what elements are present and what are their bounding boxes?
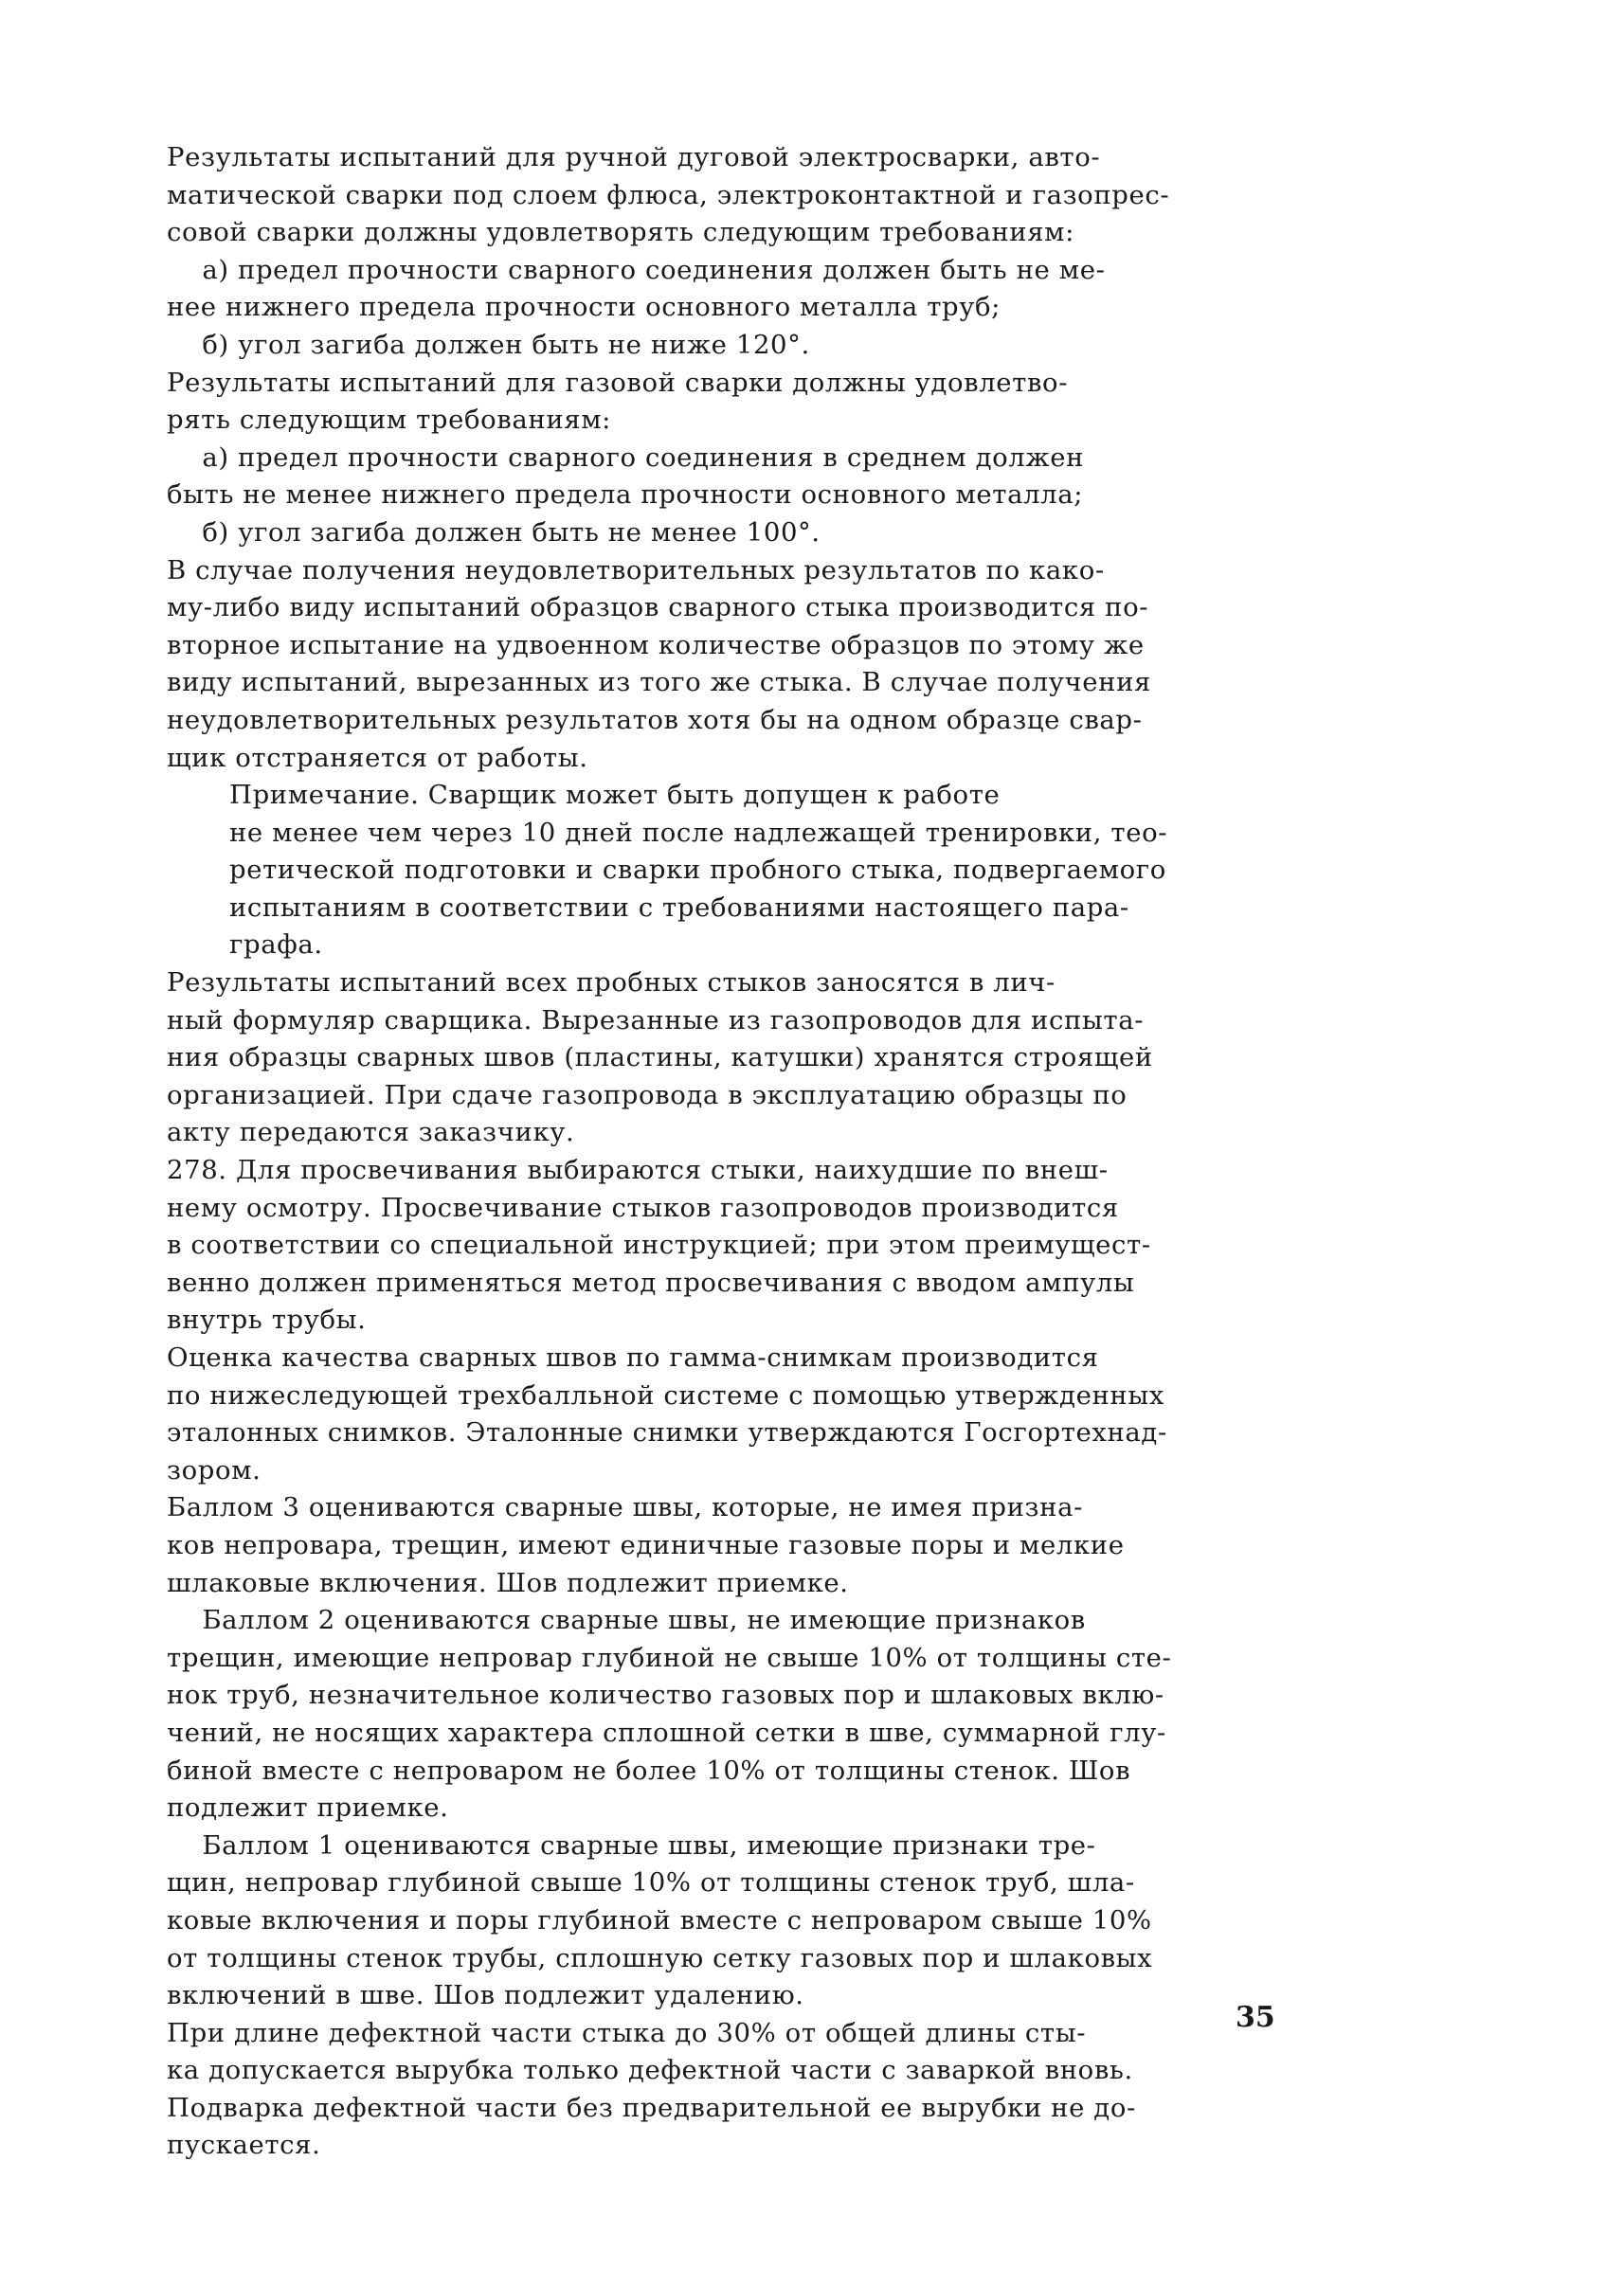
text-line: Результаты испытаний для газовой сварки должны удовлетво- bbox=[167, 367, 1069, 398]
text-line: Баллом 3 оцениваются сварные швы, которые, не имея призна- bbox=[167, 1492, 1083, 1523]
text-line: щик отстраняется от работы. bbox=[167, 742, 588, 773]
text-line: При длине дефектной части стыка до 30% от общей длины сты- bbox=[167, 2017, 1087, 2048]
text-line: акту передаются заказчику. bbox=[167, 1117, 575, 1148]
text-line: а) предел прочности сварного соединения должен быть не ме- bbox=[167, 254, 1106, 285]
text-line: шлаковые включения. Шов подлежит приемке. bbox=[167, 1567, 849, 1598]
text-line: от толщины стенок трубы, сплошную сетку газовых пор и шлаковых bbox=[167, 1942, 1153, 1973]
text-line: зором. bbox=[167, 1454, 262, 1486]
body-text bbox=[167, 139, 1266, 2165]
text-line: б) угол загиба должен быть не менее 100°. bbox=[167, 516, 821, 548]
text-line: ков непровара, трещин, имеют единичные газовые поры и мелкие bbox=[167, 1529, 1125, 1560]
text-line: матической сварки под слоем флюса, электроконтактной и газопрес- bbox=[167, 179, 1170, 210]
text-line: нему осмотру. Просвечивание стыков газопроводов производится bbox=[167, 1192, 1119, 1223]
text-line: трещин, имеющие непровар глубиной не свыше 10% от толщины сте- bbox=[167, 1642, 1172, 1673]
text-line: подлежит приемке. bbox=[167, 1792, 449, 1824]
text-line: Оценка качества сварных швов по гамма-снимкам производится bbox=[167, 1342, 1099, 1373]
text-line: внутрь трубы. bbox=[167, 1305, 367, 1336]
note-line: испытаниям в соответствии с требованиями настоящего пара- bbox=[229, 891, 1129, 923]
text-line: чений, не носящих характера сплошной сетки в шве, суммарной глу- bbox=[167, 1717, 1166, 1748]
note-line: не менее чем через 10 дней после надлежащей тренировки, тео- bbox=[229, 817, 1168, 848]
text-line: биной вместе с непроваром не более 10% от толщины стенок. Шов bbox=[167, 1755, 1131, 1786]
text-line: венно должен применяться метод просвечивания с вводом ампулы bbox=[167, 1267, 1135, 1298]
note-line: Примечание. Сварщик может быть допущен к работе bbox=[229, 780, 1001, 811]
text-line: пускается. bbox=[167, 2130, 321, 2161]
text-line: ный формуляр сварщика. Вырезанные из газопроводов для испыта- bbox=[167, 1004, 1145, 1035]
text-line: Баллом 2 оцениваются сварные швы, не имеющие признаков bbox=[167, 1605, 1086, 1636]
text-line: ка допускается вырубка только дефектной части с заваркой вновь. bbox=[167, 2055, 1133, 2086]
text-line: эталонных снимков. Эталонные снимки утверждаются Госгортехнад- bbox=[167, 1417, 1167, 1449]
text-line: неудовлетворительных результатов хотя бы на одном образце свар- bbox=[167, 704, 1143, 735]
text-line: совой сварки должны удовлетворять следующим требованиям: bbox=[167, 217, 1075, 248]
text-line: Результаты испытаний для ручной дуговой электросварки, авто- bbox=[167, 142, 1101, 172]
text-line: Подварка дефектной части без предварительной ее вырубки не до- bbox=[167, 2092, 1136, 2123]
text-line: нее нижнего предела прочности основного металла труб; bbox=[167, 292, 1001, 323]
text-line: а) предел прочности сварного соединения в среднем должен bbox=[167, 441, 1085, 473]
note-line: графа. bbox=[229, 929, 323, 961]
text-line: быть не менее нижнего предела прочности основного металла; bbox=[167, 479, 1084, 511]
text-line: нок труб, незначительное количество газовых пор и шлаковых вклю- bbox=[167, 1680, 1164, 1711]
text-line: вторное испытание на удвоенном количестве образцов по этому же bbox=[167, 629, 1145, 660]
note-line: ретической подготовки и сварки пробного стыка, подвергаемого bbox=[229, 855, 1166, 886]
page-number: 35 bbox=[1236, 2001, 1275, 2034]
text-line: ковые включения и поры глубиной вместе с непроваром свыше 10% bbox=[167, 1904, 1152, 1936]
text-line: 278. Для просвечивания выбираются стыки, наихудшие по внеш- bbox=[167, 1155, 1109, 1186]
text-line: щин, непровар глубиной свыше 10% от толщины стенок труб, шла- bbox=[167, 1867, 1135, 1899]
text-line: Результаты испытаний всех пробных стыков заносятся в лич- bbox=[167, 967, 1056, 999]
text-line: Баллом 1 оцениваются сварные швы, имеющие признаки тре- bbox=[167, 1829, 1096, 1861]
text-line: В случае получения неудовлетворительных результатов по како- bbox=[167, 554, 1105, 585]
text-line: в соответствии со специальной инструкцией; при этом преимущест- bbox=[167, 1230, 1151, 1261]
text-line: по нижеследующей трехбалльной системе с помощью утвержденных bbox=[167, 1379, 1164, 1411]
text-line: б) угол загиба должен быть не ниже 120°. bbox=[167, 329, 810, 360]
text-line: ния образцы сварных швов (пластины, катушки) хранятся строящей bbox=[167, 1042, 1153, 1073]
text-line: рять следующим требованиям: bbox=[167, 405, 612, 436]
text-line: организацией. При сдаче газопровода в эксплуатацию образцы по bbox=[167, 1079, 1128, 1110]
text-line: включений в шве. Шов подлежит удалению. bbox=[167, 1980, 804, 2011]
text-line: му-либо виду испытаний образцов сварного стыка производится по- bbox=[167, 592, 1149, 623]
text-line: виду испытаний, вырезанных из того же стыка. В случае получения bbox=[167, 667, 1151, 698]
